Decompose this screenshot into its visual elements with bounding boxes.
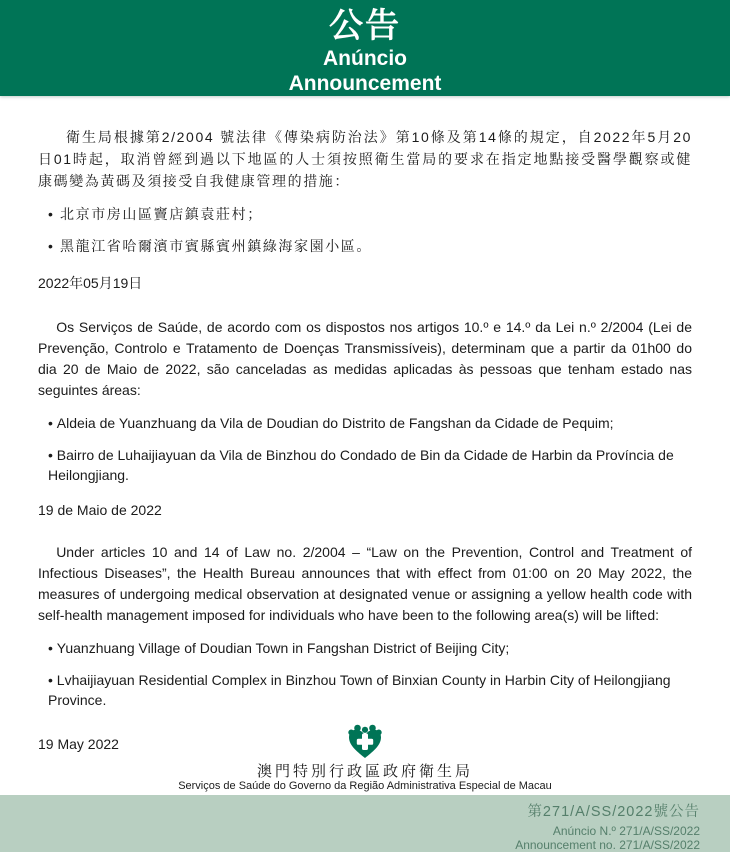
page-title-chinese: 公告 (329, 7, 401, 45)
chinese-bullet-area-1: • 北京市房山區竇店鎮袁莊村； (48, 204, 692, 224)
org-signature (0, 723, 730, 795)
page-title-english: Announcement (288, 72, 442, 95)
chinese-date: 2022年05月19日 (38, 275, 143, 291)
section-portuguese (38, 317, 692, 518)
reference-number-english: Announcement no. 271/A/SS/2022 (515, 838, 700, 852)
chinese-paragraph: 衛生局根據第2/2004 號法律《傳染病防治法》第10條及第14條的規定，自2022年5月20日01時起，取消曾經到過以下地區的人士須按照衛生當局的要求在指定地點接受醫學觀察或健康碼變為黃碼及須接受自我健康管理的措施： (38, 129, 692, 189)
english-date: 19 May 2022 (38, 736, 119, 752)
portuguese-paragraph: Os Serviços de Saúde, de acordo com os dispostos nos artigos 10.º e 14.º da Lei n.º 2/2004 (Lei de Prevenção, Controlo e Tratamento de Doenças Transmissíveis), determinam que a partir da 01h00 do dia 20 de Maio de 2022, são canceladas as medidas aplicadas às pessoas que tenham estado nas seguintes áreas: (38, 319, 692, 398)
announcement-body (0, 96, 730, 752)
chinese-bullet-area-2: • 黑龍江省哈爾濱市賓縣賓州鎮綠海家園小區。 (48, 236, 692, 256)
heart-cross-health-bureau-logo-icon (346, 723, 384, 761)
reference-number-portuguese: Anúncio N.º 271/A/SS/2022 (552, 824, 700, 838)
portuguese-bullet-area-2: • Bairro de Luhaijiayuan da Vila de Binzhou do Condado de Bin da Cidade de Harbin da Província de Heilongjiang. (48, 445, 692, 485)
english-bullet-area-1: • Yuanzhuang Village of Doudian Town in Fangshan District of Beijing City; (48, 638, 692, 658)
section-english (38, 542, 692, 752)
org-name-portuguese: Serviços de Saúde do Governo da Região Administrativa Especial de Macau (178, 780, 552, 792)
reference-number-chinese: 第271/A/SS/2022號公告 (527, 804, 700, 820)
org-name-chinese: 澳門特別行政區政府衛生局 (256, 763, 473, 780)
portuguese-bullet-area-1: • Aldeia de Yuanzhuang da Vila de Doudian do Distrito de Fangshan da Cidade de Pequim; (48, 413, 692, 433)
header-banner (0, 0, 730, 96)
english-paragraph: Under articles 10 and 14 of Law no. 2/2004 – “Law on the Prevention, Control and Treatment of Infectious Diseases”, the Health Bureau announces that with effect from 01:00 on 20 May 2022, the measures of undergoing medical observation at designated venue or assigning a yellow health code with self-health management imposed for individuals who have been to the following area(s) will be lifted: (38, 544, 692, 623)
section-chinese (38, 126, 692, 293)
page-title-portuguese: Anúncio (323, 47, 407, 70)
english-bullet-area-2: • Lvhaijiayuan Residential Complex in Binzhou Town of Binxian County in Harbin City of Heilongjiang Province. (48, 670, 692, 710)
portuguese-date: 19 de Maio de 2022 (38, 502, 162, 518)
footer-reference-bar (0, 795, 730, 852)
